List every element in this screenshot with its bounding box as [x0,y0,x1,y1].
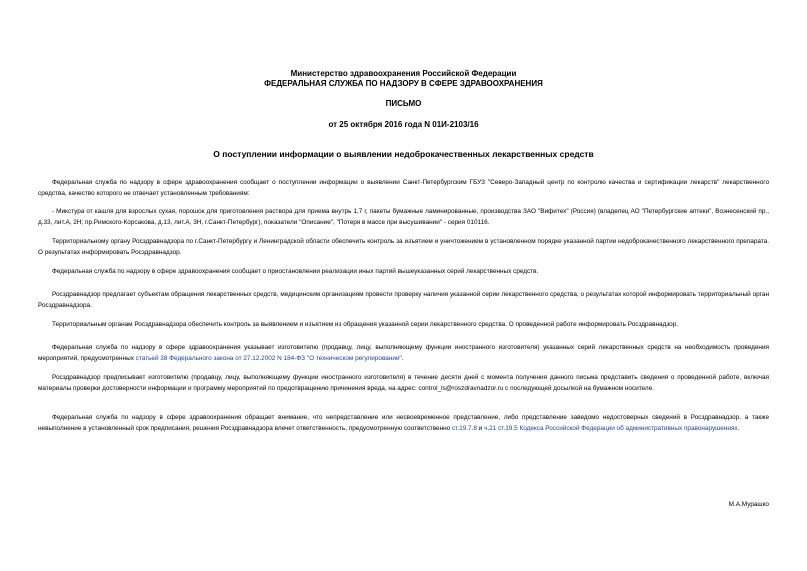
paragraph-1: Федеральная служба по надзору в сфере здравоохранения сообщает о поступлении информации о выявлении Санкт-Петербургским ГБУЗ "Северо-Западный центр по контролю качества и сертификации лекарств" лекарственного средства, качество которого не отвечает установленным требованиям: [38,179,769,197]
paragraph-7-text: Федеральная служба по надзору в сфере здравоохранения указывает изготовителю (продавцу, лицу, выполняющему функции иностранного изготовителя) указанных серий лекарственных средств на необходимость проведения мероприятий, предусмотренных [38,344,769,362]
service-name: ФЕДЕРАЛЬНАЯ СЛУЖБА ПО НАДЗОРУ В СФЕРЕ ЗДРАВООХРАНЕНИЯ [264,79,543,88]
code-article-link[interactable]: ч.21 ст.19.5 Кодекса Российской Федерации об административных правонарушениях [484,424,738,432]
paragraph-7-end: . [401,354,404,362]
document-title: О поступлении информации о выявлении недоброкачественных лекарственных средств [213,149,594,159]
ministry-name: Министерство здравоохранения Российской Федерации [290,69,517,78]
paragraph-9 [38,413,769,434]
paragraph-9-conjunction: и [476,424,485,432]
paragraph-7 [38,343,769,364]
paragraph-8: Росздравнадзор предписывает изготовителю (продавцу, лицу, выполняющему функции иностранного изготовителя) в течение десяти дней с момента получения данного письма представить сведения о проведенной работе, включая материалы проверки достоверности информации и программу мероприятий по предотвращению причинения вреда, на адрес: control_ls@roszdravnadzor.ru с последующей досылкой на бумажном носителе. [38,374,769,392]
paragraph-3: Территориальному органу Росздравнадзора по г.Санкт-Петербургу и Ленинградской области обеспечить контроль за изъятием и уничтожением в установленном порядке указанной партии недоброкачественного лекарственного препарата. О результатах информировать Росздравнадзор. [38,238,769,256]
document-type: ПИСЬМО [385,99,422,108]
paragraph-5: Росздравнадзор предлагает субъектам обращения лекарственных средств, медицинским организациям провести проверку наличия указанной серии лекарственного средства, о результатах которой информировать территориальный орган Росздравнадзора. [38,291,769,309]
paragraph-9-end: . [737,424,740,432]
article-link-19-7-8[interactable]: ст.19.7.8 [451,424,477,432]
paragraph-9-text: Федеральная служба по надзору в сфере здравоохранения обращает внимание, что непредставление или несвоевременное представление, либо представление заведомо недостоверных сведений в Росздравнадзор, а также невыполнение в установленный срок предписания, решения Росздравнадзора влечет ответственность, предусмотренную соответственно [38,414,769,432]
law-article-link[interactable]: статьей 38 Федерального закона от 27.12.2002 N 184-ФЗ "О техническом регулировании" [135,354,402,362]
paragraph-4: Федеральная служба по надзору в сфере здравоохранения сообщает о приостановлении реализации иных партий вышеуказанных серий лекарственных средств. [52,268,539,275]
signature: М.А.Мурашко [728,501,769,508]
paragraph-2: - Микстура от кашля для взрослых сухая, порошок для приготовления раствора для приема внутрь 1,7 г, пакеты бумажные ламинированные, производства ЗАО "Вифитех" (Россия) (владелец АО "Петербургские аптеки", Вознесенский пр., д.33, лит.А, 2Н; пр.Римского-Корсакова, д.13, лит.А, 3Н, г.Санкт-Петербург), показатели "Описание", "Потеря в массе при высушивании" - серия 010116. [38,208,769,226]
document-date: от 25 октября 2016 года N 01И-2103/16 [328,120,479,129]
paragraph-6: Территориальным органам Росздравнадзора обеспечить контроль за выявлением и изъятием из обращения указанной серии лекарственного средства. О проведенной работе информировать Росздравнадзор. [52,321,679,328]
